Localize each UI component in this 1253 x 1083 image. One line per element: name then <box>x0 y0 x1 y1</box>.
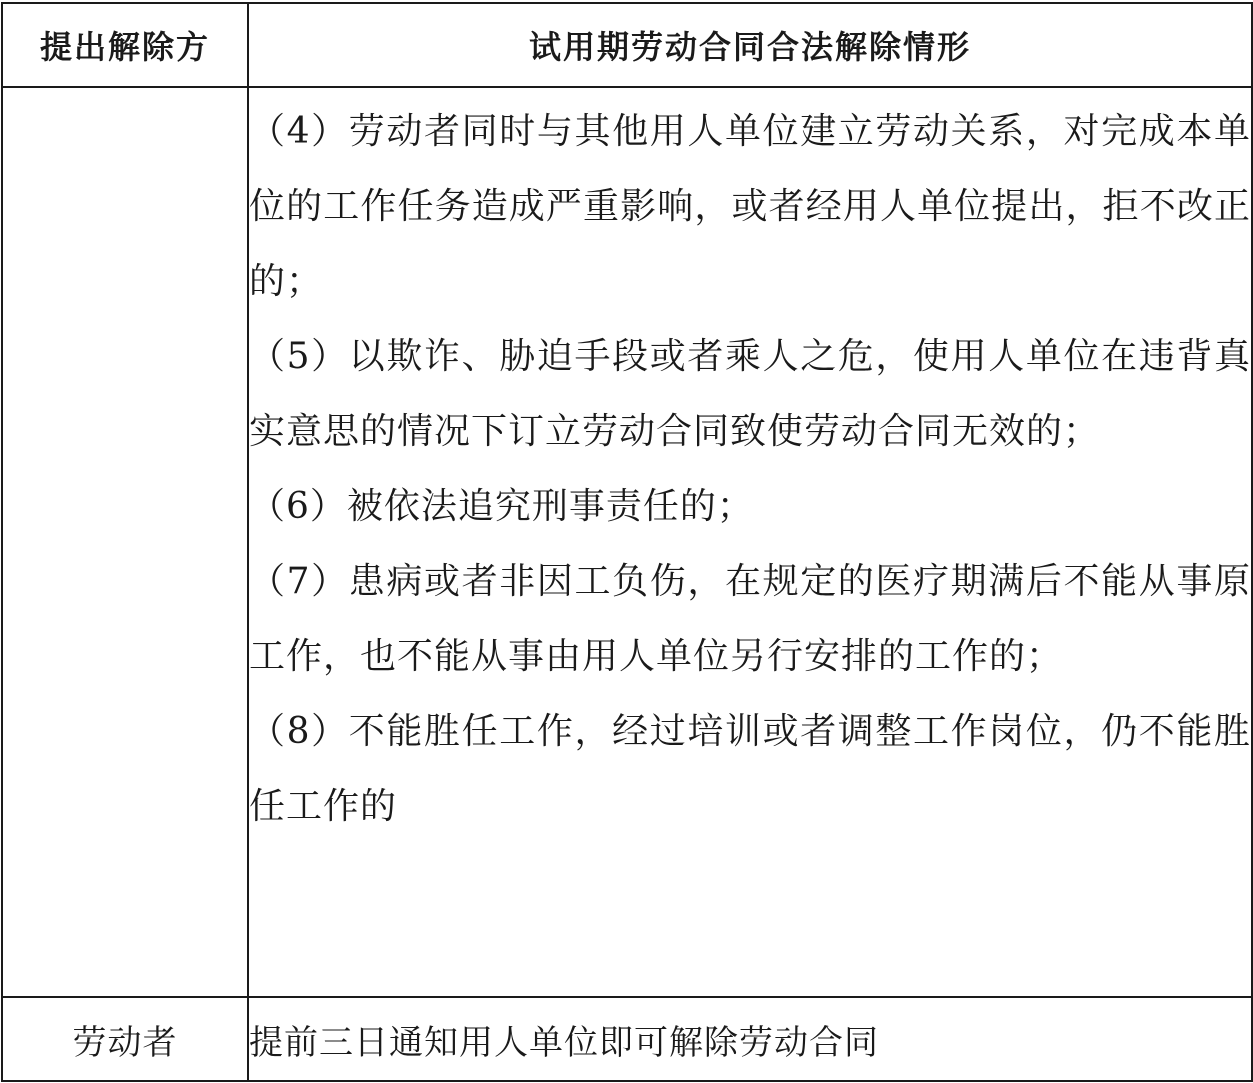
header-legal-termination-cases: 试用期劳动合同合法解除情形 <box>248 3 1252 87</box>
dismissal-conditions-table <box>1 2 1253 1082</box>
table-row <box>2 87 1252 997</box>
clause-5: （5）以欺诈、胁迫手段或者乘人之危，使用人单位在违背真实意思的情况下订立劳动合同致使劳动合同无效的； <box>249 336 1251 452</box>
header-terminating-party: 提出解除方 <box>2 3 248 87</box>
clause-6: （6）被依法追究刑事责任的； <box>249 486 754 527</box>
table-header-row <box>2 3 1252 87</box>
worker-termination-text: 提前三日通知用人单位即可解除劳动合同 <box>248 997 1252 1081</box>
party-cell-empty <box>2 87 248 997</box>
clauses-cell <box>248 87 1252 997</box>
table-row <box>2 997 1252 1081</box>
clause-8: （8）不能胜任工作，经过培训或者调整工作岗位，仍不能胜任工作的 <box>249 711 1251 827</box>
clause-4: （4）劳动者同时与其他用人单位建立劳动关系，对完成本单位的工作任务造成严重影响，或者经用人单位提出，拒不改正的； <box>249 111 1251 302</box>
clause-list <box>249 88 1251 844</box>
clause-7: （7）患病或者非因工负伤，在规定的医疗期满后不能从事原工作，也不能从事由用人单位另行安排的工作的； <box>249 561 1251 677</box>
party-cell-worker: 劳动者 <box>2 997 248 1081</box>
